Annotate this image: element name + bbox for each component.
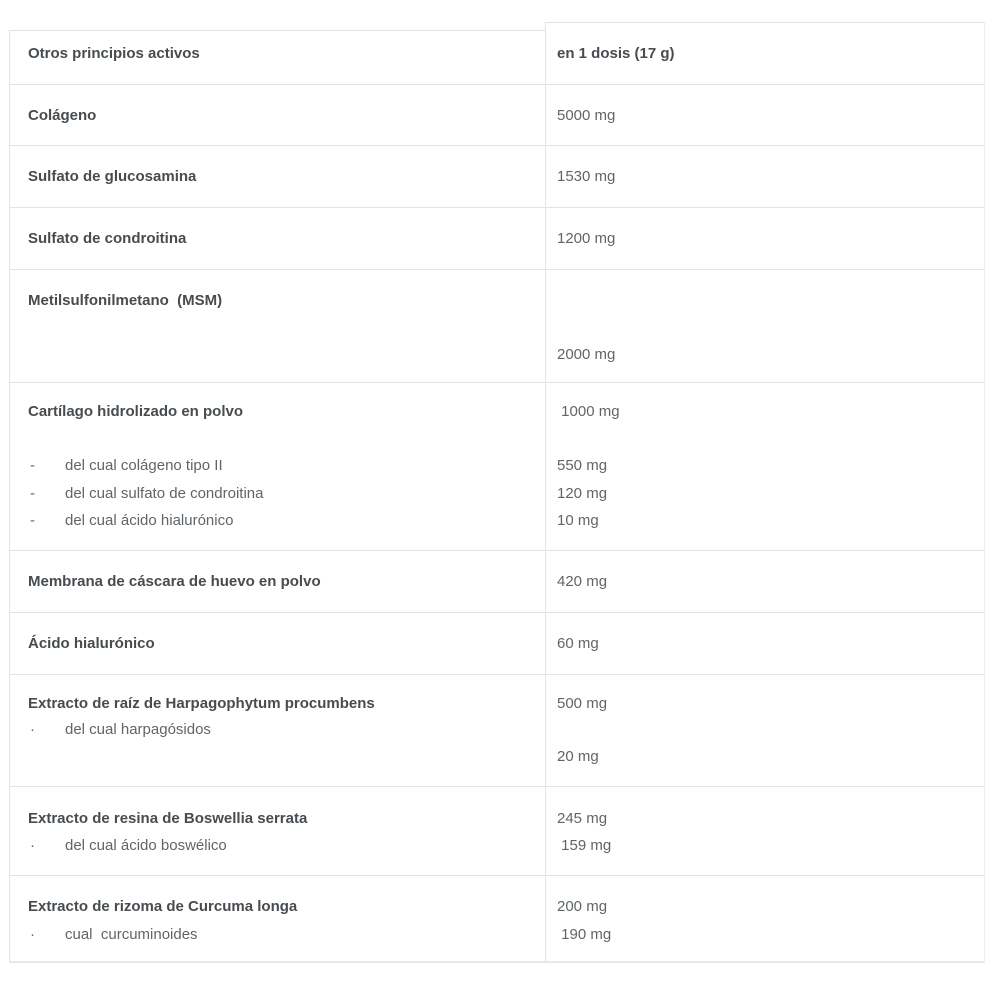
- table-row-curcuma: [9, 876, 984, 961]
- dash-bullet: -: [30, 457, 35, 474]
- table-row-acido-hialuronico: [9, 613, 984, 675]
- sub-item-value: 190 mg: [557, 926, 612, 943]
- row-value: 1200 mg: [557, 230, 616, 247]
- row-value: 60 mg: [557, 635, 599, 652]
- row-value: 5000 mg: [557, 106, 616, 124]
- table-row-colageno: [9, 85, 984, 146]
- row-label: Metilsulfonilmetano (MSM): [28, 292, 223, 309]
- sub-item: [28, 512, 545, 540]
- sub-item-label: del cual sulfato de condroitina: [65, 484, 264, 502]
- table-row-msm: [9, 270, 984, 383]
- dash-bullet: -: [30, 484, 35, 502]
- table-row-harpagophytum: [9, 675, 984, 787]
- supplement-facts-table: [9, 22, 985, 963]
- row-value: 200 mg: [557, 898, 608, 915]
- row-label: Ácido hialurónico: [28, 635, 155, 652]
- row-label: Sulfato de glucosamina: [28, 168, 197, 185]
- sub-item: [28, 485, 545, 513]
- sub-item-label: del cual colágeno tipo II: [65, 457, 223, 474]
- table-row-glucosamina: [9, 146, 984, 208]
- row-value: 2000 mg: [557, 346, 616, 363]
- table-row-condroitina: [9, 208, 984, 270]
- sub-item-label: del cual ácido hialurónico: [65, 512, 234, 529]
- sub-value-list: [557, 457, 984, 540]
- sub-item-label: cual curcuminoides: [65, 926, 198, 943]
- table-row-cartilago: [9, 383, 984, 551]
- row-value: 245 mg: [557, 810, 608, 827]
- sub-item-label: del cual harpagósidos: [65, 721, 211, 738]
- sub-item-label: del cual ácido boswélico: [65, 837, 227, 854]
- header-col-amount-label: en 1 dosis (17 g): [557, 44, 675, 62]
- sub-item-list: [28, 457, 545, 540]
- row-label: Membrana de cáscara de huevo en polvo: [28, 573, 321, 590]
- sub-item-value: 10 mg: [557, 512, 599, 529]
- row-label: Cartílago hidrolizado en polvo: [28, 403, 244, 420]
- row-value: 420 mg: [557, 573, 608, 590]
- header-col-ingredient-label: Otros principios activos: [28, 44, 200, 62]
- sub-item: [28, 837, 545, 854]
- header-col-amount: [545, 45, 984, 62]
- sub-item: [28, 457, 545, 485]
- sub-item-value: 120 mg: [557, 484, 608, 502]
- row-label: Extracto de rizoma de Curcuma longa: [28, 898, 298, 915]
- sub-item: [28, 926, 545, 943]
- row-label: Extracto de resina de Boswellia serrata: [28, 810, 308, 827]
- row-label: Colágeno: [28, 106, 97, 124]
- row-value: 1000 mg: [557, 403, 620, 420]
- row-label: Sulfato de condroitina: [28, 230, 187, 247]
- dot-bullet: ·: [30, 721, 35, 738]
- header-col-ingredient: [9, 45, 545, 62]
- table-row-membrana: [9, 551, 984, 613]
- dash-bullet: -: [30, 512, 35, 529]
- sub-item: [28, 721, 545, 738]
- table-row-boswellia: [9, 787, 984, 876]
- sub-item-value: 20 mg: [557, 748, 599, 765]
- row-value: 500 mg: [557, 695, 608, 712]
- table-header-row: [9, 22, 984, 85]
- dot-bullet: ·: [30, 837, 35, 854]
- sub-item-value: 159 mg: [557, 837, 612, 854]
- row-value: 1530 mg: [557, 168, 616, 185]
- dot-bullet: ·: [30, 926, 35, 943]
- sub-item-value: 550 mg: [557, 457, 608, 474]
- row-label: Extracto de raíz de Harpagophytum procumbens: [28, 695, 375, 712]
